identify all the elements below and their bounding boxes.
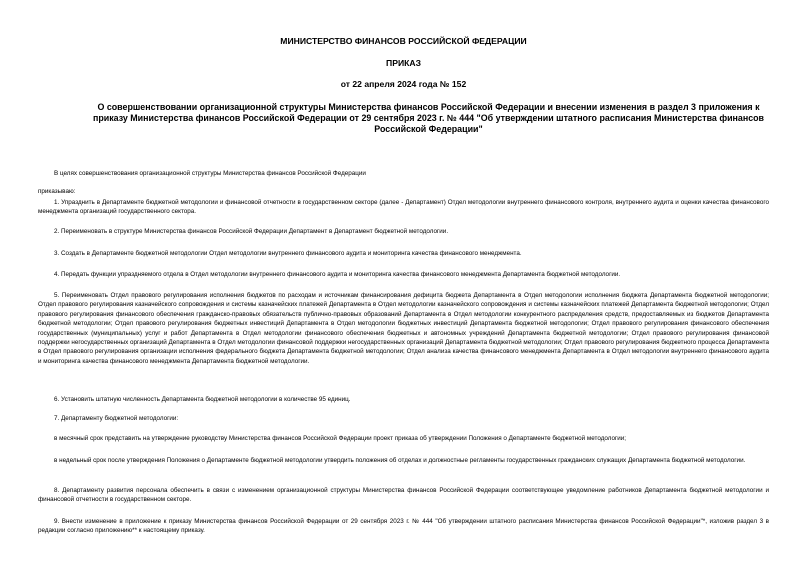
document-title: О совершенствовании организационной структуры Министерства финансов Российской Федерации и внесении изменения в раздел 3 приложения к приказу Министерства финансов Российской Федерации от 29 сентября 2023 г. № 444 "Об утверждении штатного расписания Министерства финансов Российской Федерации": [92, 102, 765, 134]
intro-paragraph: В целях совершенствования организационной структуры Министерства финансов Российской Федерации: [54, 170, 366, 177]
order-word: приказываю:: [38, 188, 76, 195]
item-8: 8. Департаменту развития персонала обеспечить в связи с изменением организационной структуры Министерства финансов Российской Федерации соответствующее уведомление работников Департамента бюджетной методологии и финансовой отчетности в государственном секторе.: [38, 487, 769, 504]
item-1: 1. Упразднить в Департаменте бюджетной методологии и финансовой отчетности в государственном секторе (далее - Департамент) Отдел методологии внутреннего финансового контроля, внутреннего аудита и оценки качества финансового менеджмента организаций государственного сектора.: [38, 199, 769, 216]
order-date-number: от 22 апреля 2024 года № 152: [340, 79, 467, 89]
item-3: 3. Создать в Департаменте бюджетной методологии Отдел методологии внутреннего финансового аудита и мониторинга качества финансового менеджмента.: [54, 250, 522, 257]
item-7: 7. Департаменту бюджетной методологии:: [54, 415, 179, 422]
item-6: 6. Установить штатную численность Департамента бюджетной методологии в количестве 95 единиц.: [54, 396, 351, 403]
ministry-heading: МИНИСТЕРСТВО ФИНАНСОВ РОССИЙСКОЙ ФЕДЕРАЦИИ: [280, 36, 527, 46]
item-7-b: в недельный срок после утверждения Положения о Департаменте бюджетной методологии утвердить положения об отделах и должностные регламенты государственных гражданских служащих Департамента бюджетной методологии.: [54, 457, 746, 464]
item-4: 4. Передать функции упраздняемого отдела в Отдел методологии внутреннего финансового аудита и мониторинга качества финансового менеджмента Департамента бюджетной методологии.: [54, 271, 621, 278]
item-7-a: в месячный срок представить на утверждение руководству Министерства финансов Российской Федерации проект приказа об утверждении Положения о Департаменте бюджетной методологии;: [54, 435, 627, 442]
item-5: 5. Переименовать Отдел правового регулирования исполнения бюджетов по расходам и источникам финансирования дефицита бюджета Департамента в Отдел методологии исполнения бюджета Департамента бюджетной методологии; Отдел правового регулирования казначейского сопровождения и системы казначейских платежей Департамента в Отдел методологии казначейского сопровождения и системы казначейских платежей Департамента бюджетной методологии; Отдел правового регулирования финансового обеспечения гражданско-правовых обязательств публично-правовых образований Департамента в Отдел методологии конкурентного распределения средств, предоставляемых из бюджетов Департамента бюджетной методологии; Отдел правового регулирования бюджетных инвестиций Департамента в Отдел методологии бюджетных инвестиций Департамента бюджетной методологии; Отдел правового регулирования финансового обеспечения государственных (муниципальных) услуг и работ Департамента в Отдел методологии финансового обеспечения бюджетных и автономных учреждений Департамента бюджетной методологии; Отдел правового регулирования финансовой поддержки негосударственных организаций Департамента в Отдел методологии финансовой поддержки негосударственных организаций Департамента бюджетной методологии; Отдел правового регулирования бюджетного процесса Департамента в Отдел правового регулирования организации исполнения федерального бюджета Департамента бюджетной методологии; Отдел анализа качества финансового менеджмента Департамента в Отдел методологии внутреннего финансового аудита и мониторинга качества финансового менеджмента Департамента бюджетной методологии.: [38, 292, 769, 365]
item-9: 9. Внести изменение в приложение к приказу Министерства финансов Российской Федерации от 29 сентября 2023 г. № 444 "Об утверждении штатного расписания Министерства финансов Российской Федерации"*, изложив раздел 3 в редакции согласно приложению** к настоящему приказу.: [38, 518, 769, 535]
order-heading: ПРИКАЗ: [386, 58, 421, 68]
item-2: 2. Переименовать в структуре Министерства финансов Российской Федерации Департамент в Департамент бюджетной методологии.: [54, 228, 449, 235]
